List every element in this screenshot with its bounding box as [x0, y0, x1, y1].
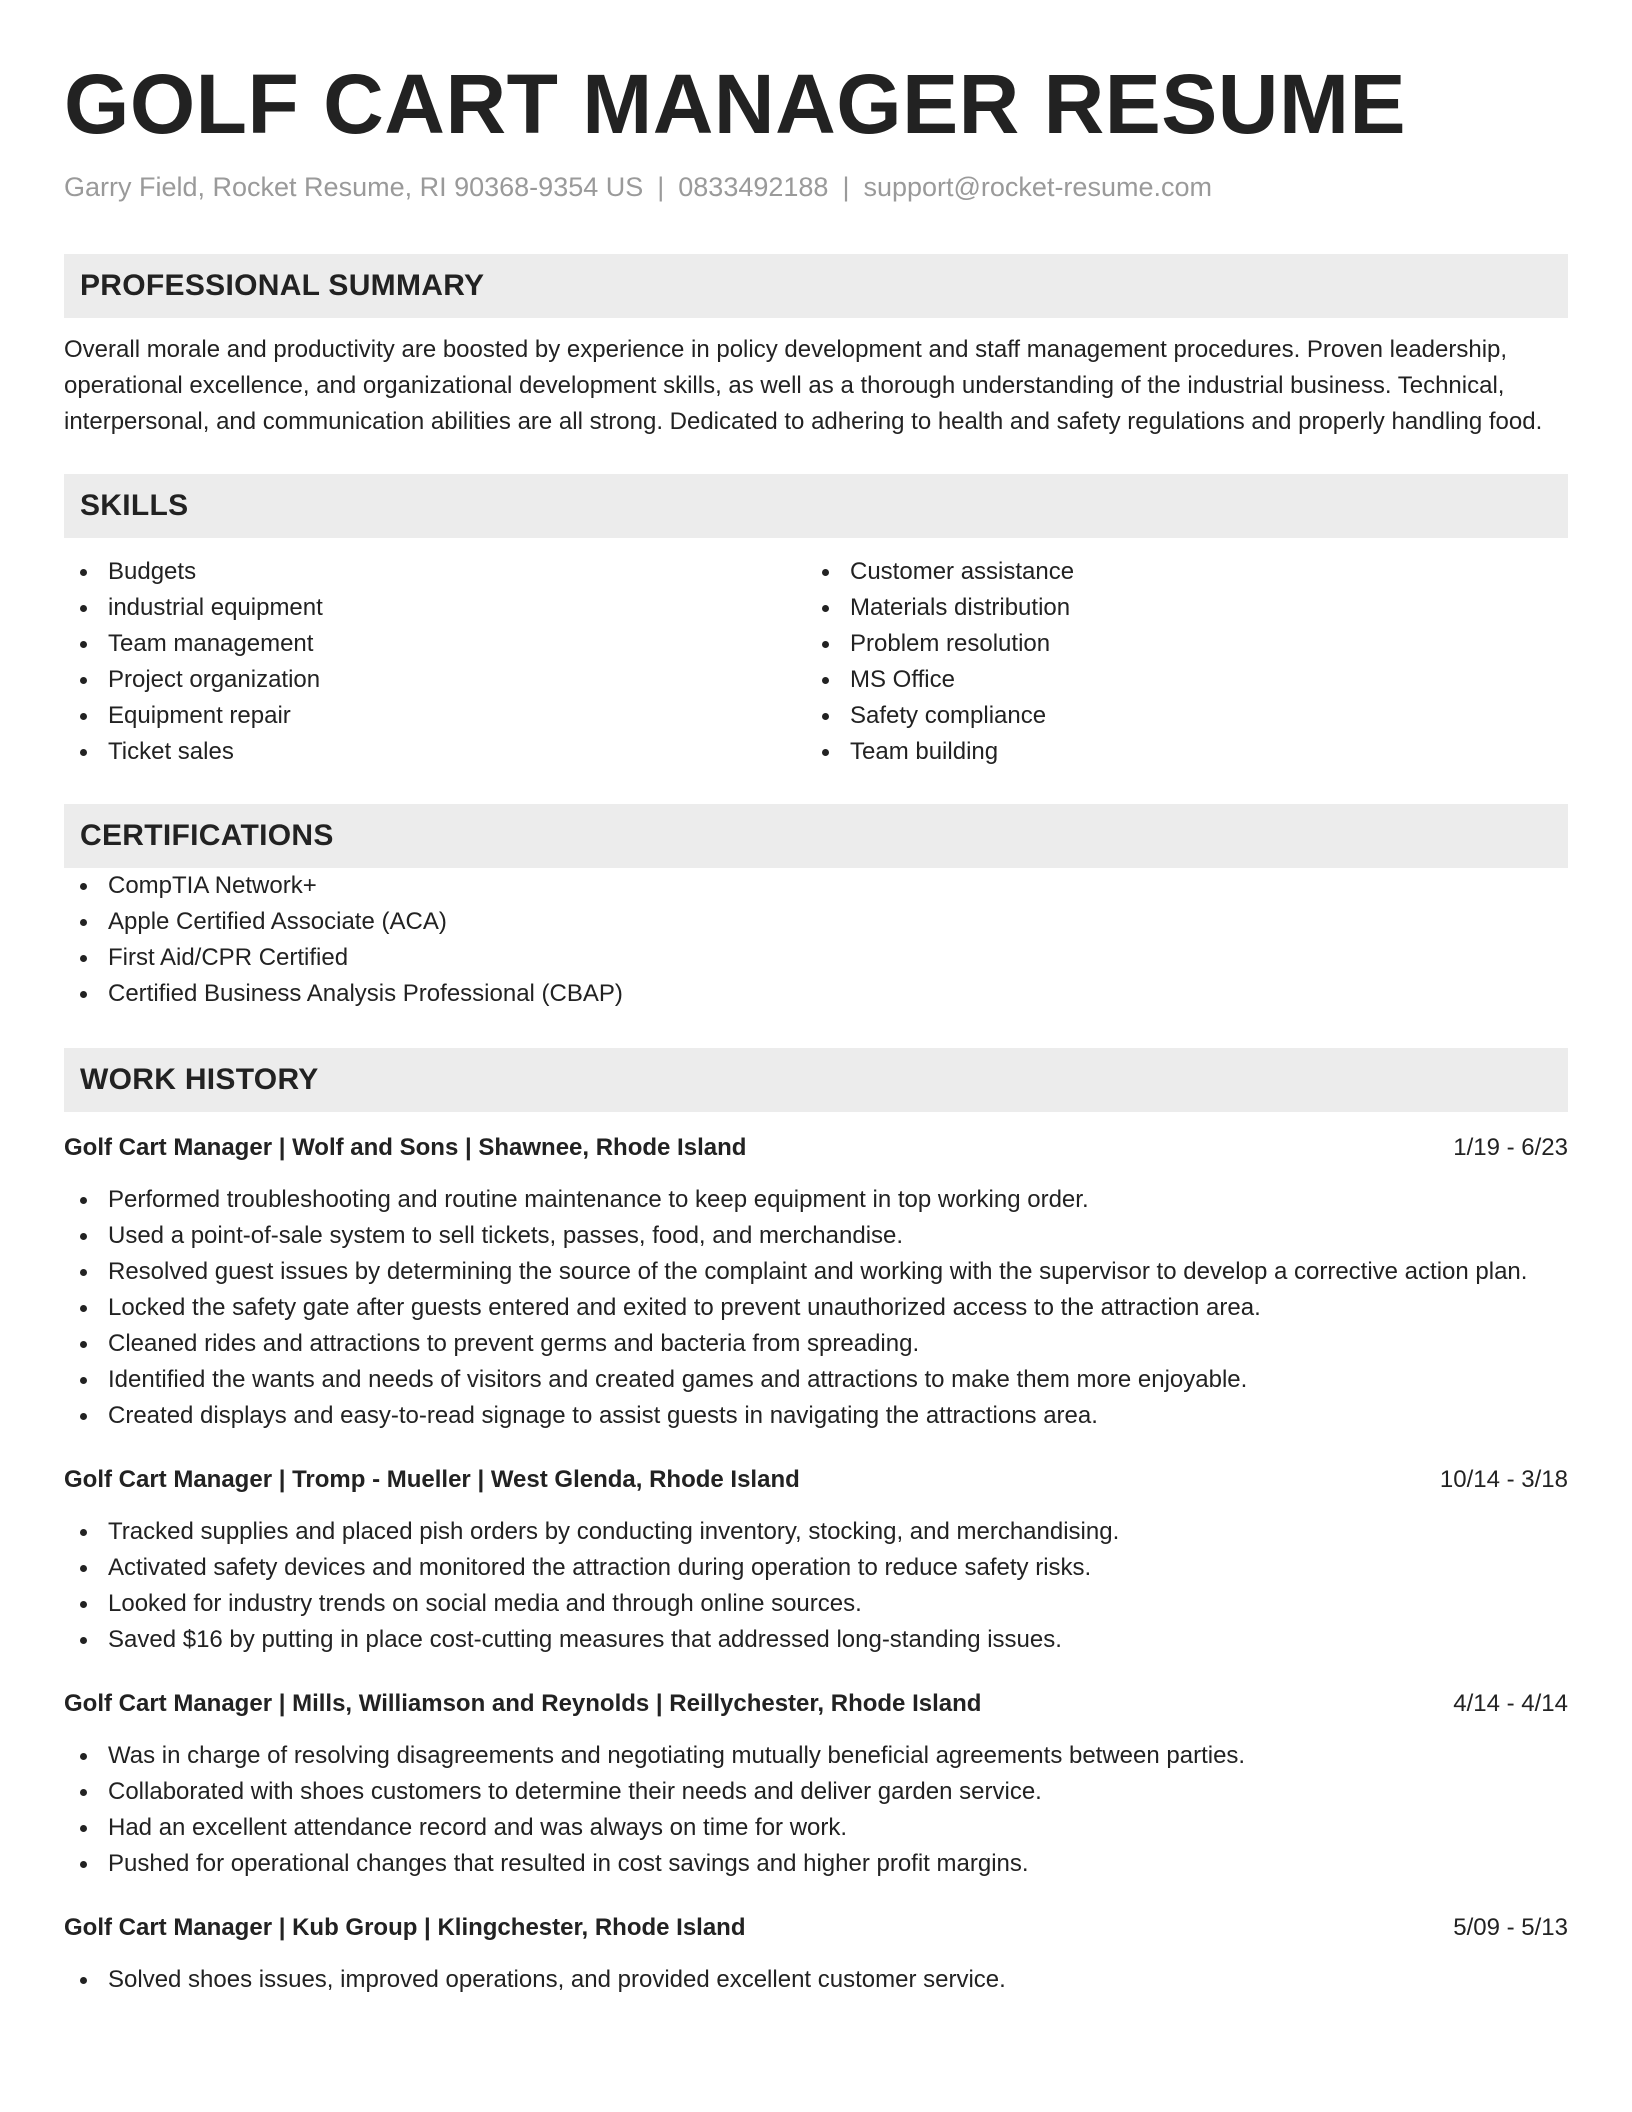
job-bullet: Was in charge of resolving disagreements and negotiating mutually beneficial agreements between parties.: [64, 1738, 1568, 1774]
job-bullet: Looked for industry trends on social media and through online sources.: [64, 1586, 1568, 1622]
skill-item: Project organization: [64, 662, 806, 698]
skills-list: [64, 554, 1568, 770]
job-entry: [64, 1686, 1568, 1882]
job-title: Golf Cart Manager | Kub Group | Klingchester, Rhode Island: [64, 1914, 746, 1941]
skill-item: Team building: [806, 734, 1548, 770]
skill-item: Budgets: [64, 554, 806, 590]
job-header: [64, 1130, 1568, 1166]
contact-phone: 0833492188: [678, 172, 829, 202]
job-title: Golf Cart Manager | Tromp - Mueller | West Glenda, Rhode Island: [64, 1466, 800, 1493]
job-bullet: Locked the safety gate after guests entered and exited to prevent unauthorized access to the attraction area.: [64, 1290, 1568, 1326]
job-bullet: Used a point-of-sale system to sell tickets, passes, food, and merchandise.: [64, 1218, 1568, 1254]
job-dates: 4/14 - 4/14: [1453, 1690, 1568, 1717]
summary-heading: PROFESSIONAL SUMMARY: [64, 254, 1568, 318]
certification-item: CompTIA Network+: [64, 868, 1568, 904]
job-bullet: Solved shoes issues, improved operations, and provided excellent customer service.: [64, 1962, 1568, 1998]
job-dates: 10/14 - 3/18: [1439, 1466, 1568, 1493]
job-bullet: Saved $16 by putting in place cost-cutting measures that addressed long-standing issues.: [64, 1622, 1568, 1658]
certifications-heading: CERTIFICATIONS: [64, 804, 1568, 868]
job-bullets: [64, 1962, 1568, 1998]
job-header: [64, 1462, 1568, 1498]
job-entry: [64, 1130, 1568, 1434]
job-title: Golf Cart Manager | Wolf and Sons | Shawnee, Rhode Island: [64, 1134, 747, 1161]
certification-item: Apple Certified Associate (ACA): [64, 904, 1568, 940]
job-entry: [64, 1910, 1568, 1998]
skills-column-left: [64, 554, 806, 770]
skill-item: industrial equipment: [64, 590, 806, 626]
job-bullet: Performed troubleshooting and routine maintenance to keep equipment in top working order.: [64, 1182, 1568, 1218]
summary-text: Overall morale and productivity are boosted by experience in policy development and staff management procedures. Proven leadership, operational excellence, and organizational development skills, as well as a thorough understanding of the industrial business. Technical, interpersonal, and communication abilities are all strong. Dedicated to adhering to health and safety regulations and properly handling food.: [64, 336, 1543, 435]
job-bullets: [64, 1738, 1568, 1882]
job-bullet: Resolved guest issues by determining the source of the complaint and working with the supervisor to develop a corrective action plan.: [64, 1254, 1568, 1290]
skill-item: Ticket sales: [64, 734, 806, 770]
resume-title: GOLF CART MANAGER RESUME: [64, 57, 1406, 151]
certification-item: Certified Business Analysis Professional (CBAP): [64, 976, 1568, 1012]
job-dates: 5/09 - 5/13: [1453, 1914, 1568, 1941]
certification-item: First Aid/CPR Certified: [64, 940, 1568, 976]
skills-column-right: [806, 554, 1548, 770]
skill-item: Problem resolution: [806, 626, 1548, 662]
job-bullet: Tracked supplies and placed pish orders by conducting inventory, stocking, and merchandising.: [64, 1514, 1568, 1550]
job-entry: [64, 1462, 1568, 1658]
job-header: [64, 1686, 1568, 1722]
skills-heading: SKILLS: [64, 474, 1568, 538]
job-dates: 1/19 - 6/23: [1453, 1134, 1568, 1161]
certifications-list: [64, 868, 1568, 1012]
work-history-heading: WORK HISTORY: [64, 1048, 1568, 1112]
contact-address: Garry Field, Rocket Resume, RI 90368-9354 US: [64, 172, 644, 202]
job-bullet: Created displays and easy-to-read signage to assist guests in navigating the attractions area.: [64, 1398, 1568, 1434]
contact-line: [64, 170, 1568, 204]
job-bullets: [64, 1514, 1568, 1658]
job-bullet: Cleaned rides and attractions to prevent germs and bacteria from spreading.: [64, 1326, 1568, 1362]
job-title: Golf Cart Manager | Mills, Williamson and Reynolds | Reillychester, Rhode Island: [64, 1690, 982, 1717]
contact-email: support@rocket-resume.com: [863, 172, 1212, 202]
skill-item: Team management: [64, 626, 806, 662]
job-bullets: [64, 1182, 1568, 1434]
skill-item: Equipment repair: [64, 698, 806, 734]
job-bullet: Had an excellent attendance record and was always on time for work.: [64, 1810, 1568, 1846]
job-bullet: Activated safety devices and monitored the attraction during operation to reduce safety risks.: [64, 1550, 1568, 1586]
contact-separator: |: [842, 172, 850, 202]
job-bullet: Collaborated with shoes customers to determine their needs and deliver garden service.: [64, 1774, 1568, 1810]
skill-item: Customer assistance: [806, 554, 1548, 590]
job-header: [64, 1910, 1568, 1946]
skill-item: Safety compliance: [806, 698, 1548, 734]
contact-separator: |: [657, 172, 665, 202]
job-bullet: Identified the wants and needs of visitors and created games and attractions to make them more enjoyable.: [64, 1362, 1568, 1398]
skill-item: Materials distribution: [806, 590, 1548, 626]
skill-item: MS Office: [806, 662, 1548, 698]
job-bullet: Pushed for operational changes that resulted in cost savings and higher profit margins.: [64, 1846, 1568, 1882]
